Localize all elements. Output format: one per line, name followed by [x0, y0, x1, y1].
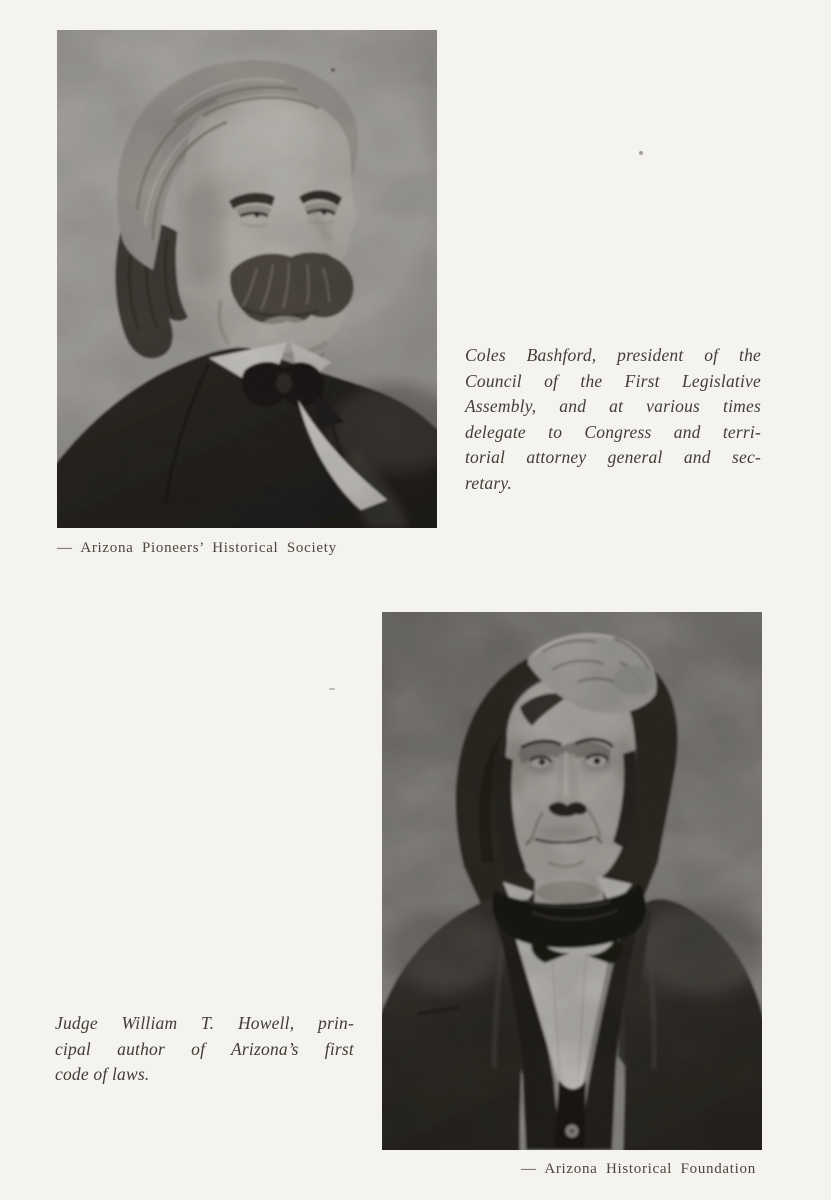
caption-line: Judge William T. Howell, prin-: [55, 1013, 354, 1033]
photo-credit-howell: — Arizona Historical Foundation: [521, 1161, 756, 1177]
caption-line: Assembly, and at various times: [465, 396, 761, 416]
caption-line: delegate to Congress and terri-: [465, 421, 761, 442]
caption-line: torial attorney general and sec-: [465, 447, 761, 467]
caption-line: cipal author of Arizona’s first: [55, 1038, 354, 1059]
photo-credit-bashford: — Arizona Pioneers’ Historical Society: [57, 540, 337, 556]
bashford-portrait-illustration: [57, 30, 437, 528]
caption-line: Council of the First Legislative: [465, 370, 761, 391]
caption-line: retary.: [465, 472, 512, 493]
howell-photo: [382, 612, 762, 1150]
howell-caption: [55, 1011, 354, 1088]
bashford-caption: [465, 343, 761, 496]
caption-line: Coles Bashford, president of the: [465, 345, 761, 365]
caption-line: code of laws.: [55, 1064, 150, 1084]
ink-speck: [329, 688, 335, 690]
bashford-photo: [57, 30, 437, 528]
ink-speck: [639, 151, 643, 155]
howell-portrait-illustration: [382, 612, 762, 1150]
